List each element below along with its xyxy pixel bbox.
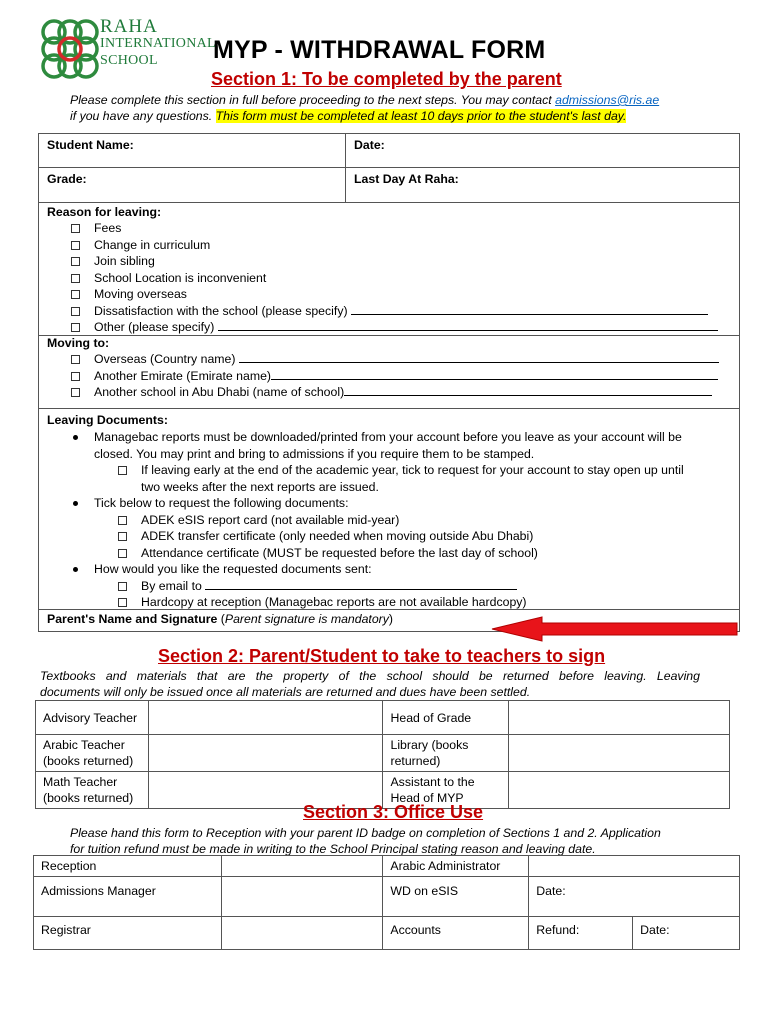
reason-item: Dissatisfaction with the school (please specify): [71, 303, 733, 320]
head-of-grade-sign[interactable]: [509, 701, 730, 735]
checkbox[interactable]: [71, 257, 80, 266]
docs-bullet: How would you like the requested documents sent:: [47, 561, 737, 578]
school-name: RAHA INTERNATIONAL SCHOOL: [100, 16, 216, 68]
checkbox[interactable]: [118, 598, 127, 607]
office-use-table: [33, 855, 740, 950]
reason-item: Change in curriculum: [71, 237, 733, 254]
moving-list: [71, 351, 733, 401]
arrow-icon: [490, 616, 740, 642]
wd-date-field[interactable]: Date:: [529, 877, 740, 917]
section3-heading: Section 3: Office Use: [303, 802, 484, 822]
math-teacher-label: Math Teacher (books returned): [36, 772, 149, 809]
library-sign[interactable]: [509, 735, 730, 772]
reason-item: Join sibling: [71, 253, 733, 270]
docs-bullet: Tick below to request the following documents:: [47, 495, 737, 512]
checkbox[interactable]: [71, 290, 80, 299]
email-link[interactable]: admissions@ris.ae: [555, 93, 660, 107]
arabic-teacher-label: Arabic Teacher (books returned): [36, 735, 149, 772]
checkbox[interactable]: [71, 307, 80, 316]
docs-list: Managebac reports must be downloaded/printed from your account before you leave as your account will be closed. You may print and bring to admissions if you require them to be stamped. If leaving early at the end of the academic year, tick to request for your account to stay open up until two weeks after the next reports are issued. Tick below to request the following documents: ADEK eSIS report card (not available mid-year) ADEK transfer certificate (only needed when moving outside Abu Dhabi) Attendance certificate (MUST be requested before the last day of school) How would you like the requested documents sent: By email to Hardcopy at reception (Managebac reports are not available hardcopy): [47, 429, 737, 611]
deadline-highlight: This form must be completed at least 10 days prior to the student's last day.: [215, 109, 627, 123]
moving-item: Another Emirate (Emirate name): [71, 368, 733, 385]
student-name-field[interactable]: Student Name:: [47, 138, 134, 152]
head-of-grade-label: Head of Grade: [383, 701, 509, 735]
checkbox[interactable]: [71, 241, 80, 250]
library-label: Library (books returned): [383, 735, 509, 772]
checkbox[interactable]: [118, 582, 127, 591]
reception-label: Reception: [34, 856, 222, 877]
assistant-head-label: Assistant to the Head of MYP: [383, 772, 509, 809]
assistant-head-sign[interactable]: [509, 772, 730, 809]
registrar-sign[interactable]: [221, 917, 383, 950]
reason-list: [71, 220, 733, 336]
refund-date-field[interactable]: Date:: [633, 917, 740, 950]
reason-item: Other (please specify): [71, 319, 733, 336]
grade-field[interactable]: Grade:: [47, 172, 87, 186]
specify-line[interactable]: [218, 319, 718, 331]
checkbox[interactable]: [71, 388, 80, 397]
checkbox[interactable]: [71, 274, 80, 283]
section1-intro: Please complete this section in full before proceeding to the next steps. You may contact admissions@ris.ae if you have any questions. This form must be completed at least 10 days prior to the student's last day.: [70, 93, 660, 123]
registrar-label: Registrar: [34, 917, 222, 950]
school-logo: [38, 16, 102, 82]
moving-item: Another school in Abu Dhabi (name of school): [71, 384, 733, 401]
checkbox[interactable]: [71, 323, 80, 332]
arabic-teacher-sign[interactable]: [148, 735, 383, 772]
accounts-label: Accounts: [383, 917, 529, 950]
signature-field[interactable]: Parent's Name and Signature (Parent signature is mandatory): [47, 612, 394, 626]
section3-intro: Please hand this form to Reception with your parent ID badge on completion of Sections 1 and 2. Application for tuition refund must be made in writing to the School Principal stating reason and leaving date.: [70, 826, 661, 856]
docs-label: Leaving Documents:: [47, 413, 168, 427]
date-field[interactable]: Date:: [354, 138, 385, 152]
last-day-field[interactable]: Last Day At Raha:: [354, 172, 459, 186]
section2-intro: Textbooks and materials that are the property of the school should be returned before leaving. Leaving documents will only be issued once all materials are returned and dues have been settled.: [40, 669, 700, 699]
keep-account-checkbox[interactable]: [118, 466, 127, 475]
checkbox[interactable]: [71, 224, 80, 233]
advisory-teacher-label: Advisory Teacher: [36, 701, 149, 735]
moving-item: Overseas (Country name): [71, 351, 733, 368]
checkbox[interactable]: [71, 355, 80, 364]
docs-bullet: Managebac reports must be downloaded/printed from your account before you leave as your account will be: [47, 429, 737, 446]
email-to-line[interactable]: [205, 578, 517, 590]
section1-heading: Section 1: To be completed by the parent: [211, 69, 562, 89]
checkbox[interactable]: [118, 532, 127, 541]
teacher-sign-table: [35, 700, 730, 809]
checkbox[interactable]: [118, 516, 127, 525]
reason-label: Reason for leaving:: [47, 205, 162, 219]
admissions-manager-label: Admissions Manager: [34, 877, 222, 917]
advisory-teacher-sign[interactable]: [148, 701, 383, 735]
checkbox[interactable]: [71, 372, 80, 381]
form-title: MYP - WITHDRAWAL FORM: [213, 36, 546, 64]
specify-line[interactable]: [351, 303, 708, 315]
reason-item: Fees: [71, 220, 733, 237]
wd-esis-label: WD on eSIS: [383, 877, 529, 917]
reason-item: Moving overseas: [71, 286, 733, 303]
reception-sign[interactable]: [221, 856, 383, 877]
section2-heading: Section 2: Parent/Student to take to teachers to sign: [158, 646, 606, 666]
refund-field[interactable]: Refund:: [529, 917, 633, 950]
admissions-manager-sign[interactable]: [221, 877, 383, 917]
checkbox[interactable]: [118, 549, 127, 558]
arabic-admin-sign[interactable]: [529, 856, 740, 877]
arabic-admin-label: Arabic Administrator: [383, 856, 529, 877]
moving-label: Moving to:: [47, 336, 110, 350]
reason-item: School Location is inconvenient: [71, 270, 733, 287]
